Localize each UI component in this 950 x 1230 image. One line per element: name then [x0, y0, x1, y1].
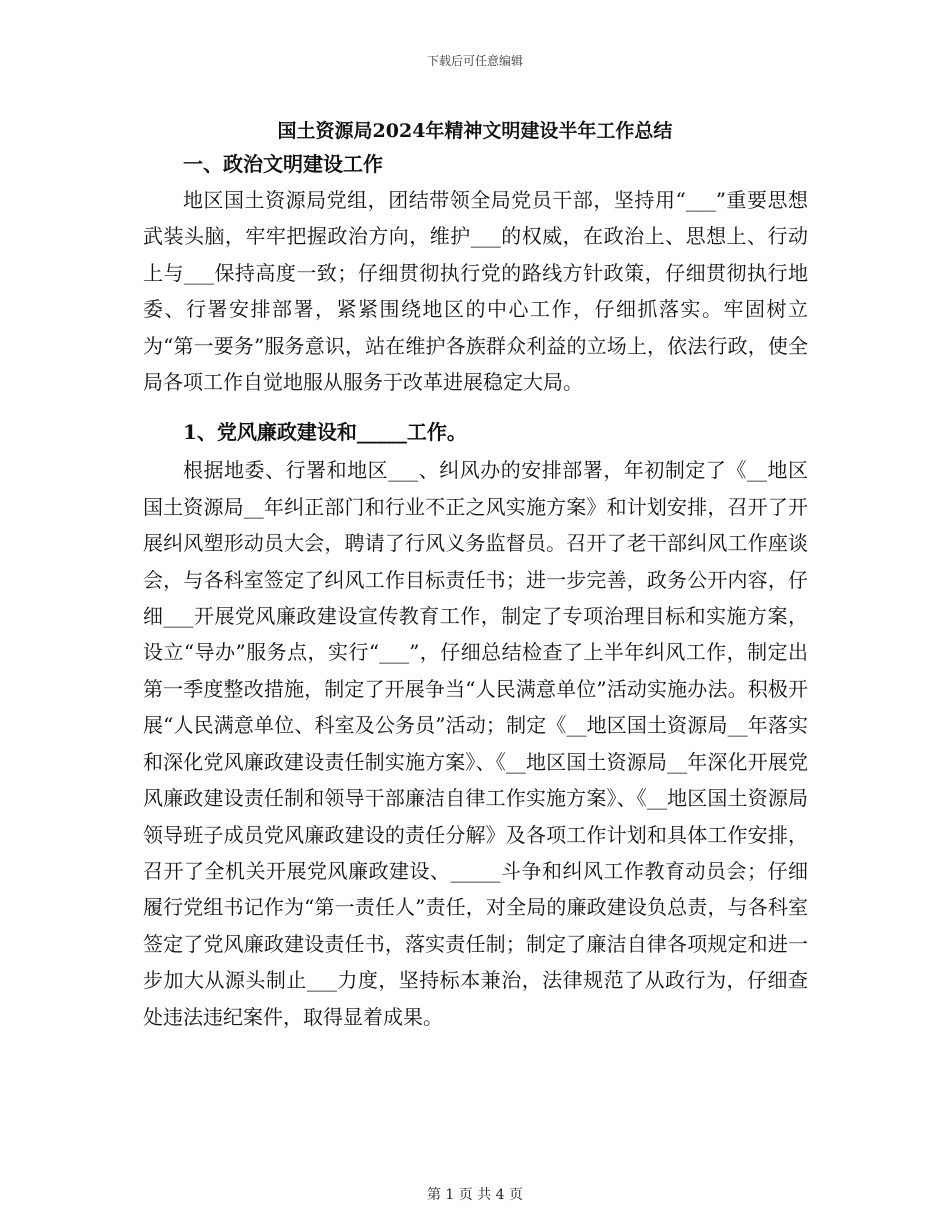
document-body [143, 146, 808, 1035]
page-indicator: 第 1 页 共 4 页 [426, 1187, 524, 1203]
document-title: 国土资源局2024年精神文明建设半年工作总结 [277, 120, 673, 142]
section-heading-political: 一、政治文明建设工作 [183, 152, 383, 176]
paragraph-party-conduct: 根据地委、行署和地区___、纠风办的安排部署，年初制定了《__地区国土资源局__年纠正部门和行业不正之风实施方案》和计划安排，召开了开展纠风塑形动员大会，聘请了行风义务监督员。召开了老干部纠风工作座谈会，与各科室签定了纠风工作目标责任书；进一步完善，政务公开内容，仔细___开展党风廉政建设宣传教育工作，制定了专项治理目标和实施方案，设立“导办”服务点，实行“___”，仔细总结检查了上半年纠风工作，制定出第一季度整改措施，制定了开展争当“人民满意单位”活动实施办法。积极开展“人民满意单位、科室及公务员”活动；制定《__地区国土资源局__年落实和深化党风廉政建设责任制实施方案》、《__地区国土资源局__年深化开展党风廉政建设责任制和领导干部廉洁自律工作实施方案》、《__地区国土资源局领导班子成员党风廉政建设的责任分解》及各项工作计划和具体工作安排，召开了全机关开展党风廉政建设、_____斗争和纠风工作教育动员会；仔细履行党组书记作为“第一责任人”责任，对全局的廉政建设负总责，与各科室签定了党风廉政建设责任书，落实责任制；制定了廉洁自律各项规定和进一步加大从源头制止___力度，坚持标本兼治，法律规范了从政行为，仔细查处违法违纪案件，取得显着成果。 [143, 458, 808, 1029]
paragraph-political-work: 地区国土资源局党组，团结带领全局党员干部，坚持用“___”重要思想武装头脑，牢牢把握政治方向，维护___的权威，在政治上、思想上、行动上与___保持高度一致；仔细贯彻执行党的路线方针政策，仔细贯彻执行地委、行署安排部署，紧紧围绕地区的中心工作，仔细抓落实。牢固树立为“第一要务”服务意识，站在维护各族群众利益的立场上，依法行政，使全局各项工作自觉地服从服务于改革进展稳定大局。 [143, 188, 808, 395]
subsection-heading-party-conduct: 1、党风廉政建设和_____工作。 [183, 420, 467, 445]
header-note: 下载后可任意编辑 [426, 54, 523, 68]
